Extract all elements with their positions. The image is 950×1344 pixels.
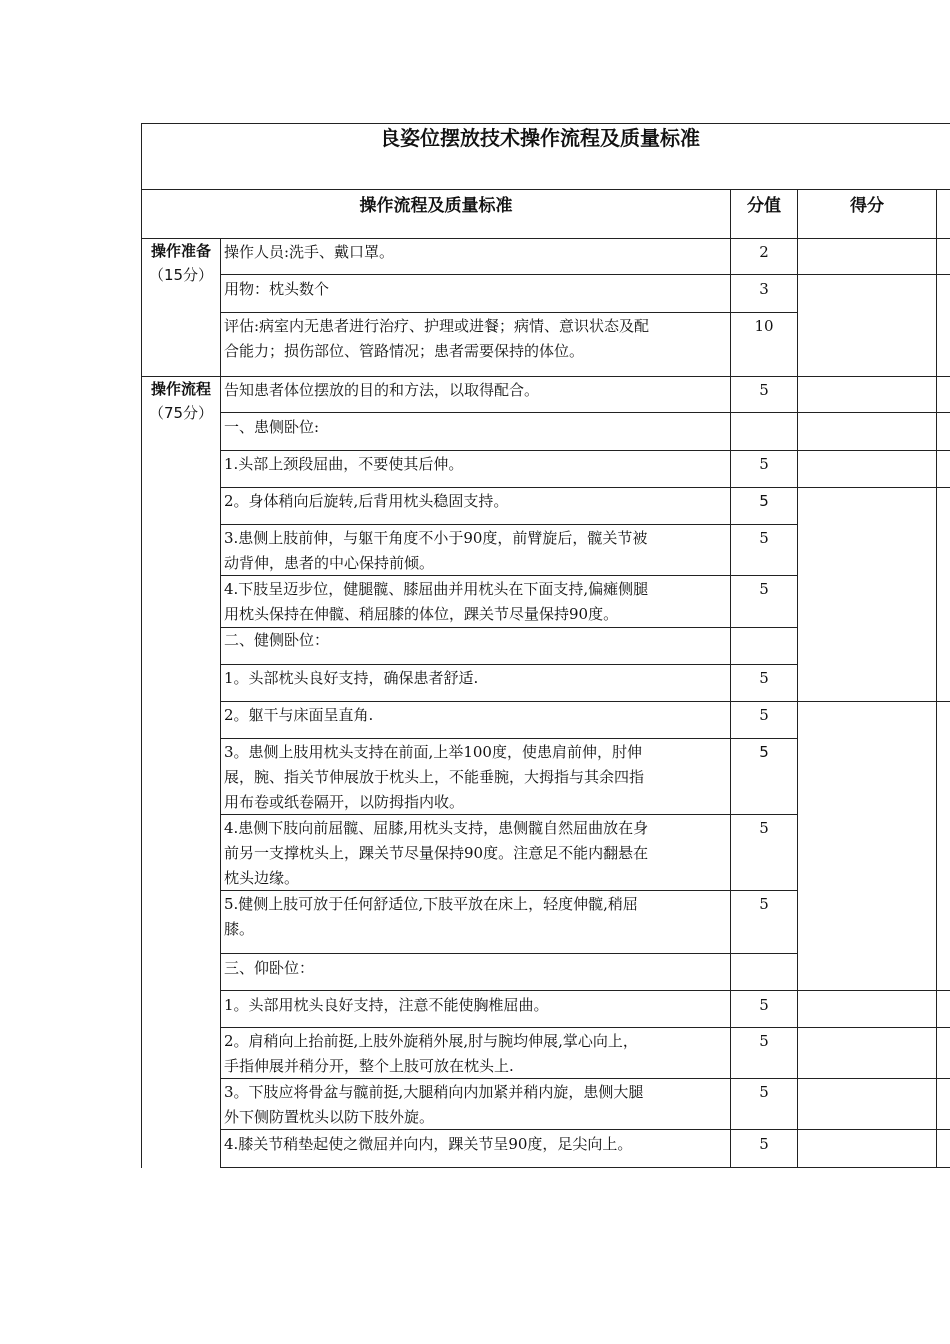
row-points: 2: [759, 243, 769, 261]
row-points: 5: [759, 1135, 769, 1153]
table-row: 用物：枕头数个: [224, 280, 330, 298]
row-points: 5: [759, 743, 769, 761]
table-row: 2。肩稍向上抬前挺,上肢外旋稍外展,肘与腕均伸展,掌心向上， 手指伸展并稍分开，整个上肢可放在枕头上.: [224, 1032, 638, 1075]
section-label-prep: [142, 239, 220, 287]
document-title: 良姿位摆放技术操作流程及质量标准: [380, 126, 700, 150]
header-points: 分值: [747, 196, 781, 216]
row-points: 3: [759, 280, 769, 298]
row-line: [220, 953, 798, 954]
section-name: 操作流程: [150, 380, 211, 398]
row-points: 5: [759, 996, 769, 1014]
score-row-line: [797, 701, 950, 702]
row-line: [220, 312, 798, 313]
score-row-line: [797, 412, 950, 413]
row-line: [220, 274, 798, 275]
table-row: 1。头部枕头良好支持，确保患者舒适.: [224, 669, 479, 687]
row-line: [220, 1027, 798, 1028]
row-line: [220, 412, 798, 413]
col-line-score: [797, 189, 798, 1168]
row-line: [220, 990, 798, 991]
section-label-process: [142, 377, 220, 425]
score-row-line: [797, 450, 950, 451]
row-points: 5: [759, 455, 769, 473]
score-row-line: [797, 1078, 950, 1079]
row-points: 5: [759, 1083, 769, 1101]
row-points: 5: [759, 706, 769, 724]
row-line: [220, 487, 798, 488]
section-divider: [141, 376, 950, 377]
score-row-line: [797, 1027, 950, 1028]
row-line: [220, 738, 798, 739]
col-line-content: [220, 238, 221, 1168]
header-standard: 操作流程及质量标准: [359, 196, 513, 216]
row-points: 5: [759, 529, 769, 547]
table-row: 4.下肢呈迈步位，健腿髋、膝屈曲并用枕头在下面支持,偏瘫侧腿 用枕头保持在伸髋、稍屈膝的体位，踝关节尽量保持90度。: [224, 580, 649, 623]
row-line: [220, 1167, 798, 1168]
header-bottom: [141, 238, 950, 239]
title-box-bottom: [141, 189, 950, 190]
row-line: [220, 664, 798, 665]
table-row: 4.膝关节稍垫起使之微屈并向内，踝关节呈90度，足尖向上。: [224, 1135, 633, 1153]
table-row: 操作人员:洗手、戴口罩。: [224, 243, 395, 261]
table-row: 2。身体稍向后旋转,后背用枕头稳固支持。: [224, 492, 509, 510]
row-points: 5: [759, 381, 769, 399]
table-row: 4.患侧下肢向前屈髋、屈膝,用枕头支持，患侧髋自然屈曲放在身 前另一支撑枕头上，踝关节尽量保持90度。注意足不能内翻悬在 枕头边缘。: [224, 819, 649, 887]
col-line-right: [936, 189, 937, 1168]
row-points: 5: [759, 895, 769, 913]
section-points: （15分）: [148, 266, 214, 284]
table-row: 1。头部用枕头良好支持，注意不能使胸椎屈曲。: [224, 996, 549, 1014]
row-points: 5: [759, 819, 769, 837]
table-row: 5.健侧上肢可放于任何舒适位,下肢平放在床上，轻度伸髋,稍屈 膝。: [224, 895, 638, 938]
table-row: 3.患侧上肢前伸，与躯干角度不小于90度，前臂旋后，髋关节被 动背伸，患者的中心保持前倾。: [224, 529, 648, 572]
score-row-line: [797, 1129, 950, 1130]
score-row-line: [797, 487, 950, 488]
row-points: 5: [759, 1032, 769, 1050]
row-line: [220, 524, 798, 525]
table-row: 3。患侧上肢用枕头支持在前面,上举100度，使患肩前伸，肘伸 展，腕、指关节伸展放于枕头上，不能垂腕，大拇指与其余四指 用布卷或纸卷隔开，以防拇指内收。: [224, 743, 645, 811]
section-points: （75分）: [148, 404, 214, 422]
score-row-line: [797, 1167, 950, 1168]
section-name: 操作准备: [150, 242, 211, 260]
table-row: 告知患者体位摆放的目的和方法，以取得配合。: [224, 381, 540, 399]
table-row: 2。躯干与床面呈直角.: [224, 706, 374, 724]
table-row: 1.头部上颈段屈曲，不要使其后伸。: [224, 455, 464, 473]
header-score: 得分: [850, 196, 884, 216]
row-line: [220, 450, 798, 451]
row-points: 5: [759, 492, 769, 510]
table-row: 3。下肢应将骨盆与髋前挺,大腿稍向内加紧并稍内旋，患侧大腿 外下侧防置枕头以防下肢外旋。: [224, 1083, 644, 1126]
score-row-line: [797, 274, 950, 275]
table-row: 一、患侧卧位:: [224, 418, 320, 436]
row-line: [220, 701, 798, 702]
table-row: 评估:病室内无患者进行治疗、护理或进餐；病情、意识状态及配 合能力；损伤部位、管路情况；患者需要保持的体位。: [224, 317, 650, 360]
table-row: 二、健侧卧位：: [224, 631, 330, 649]
table-row: 三、仰卧位：: [224, 959, 315, 977]
score-row-line: [797, 990, 950, 991]
row-points: 5: [759, 580, 769, 598]
row-points: 5: [759, 669, 769, 687]
row-points: 10: [754, 317, 774, 335]
